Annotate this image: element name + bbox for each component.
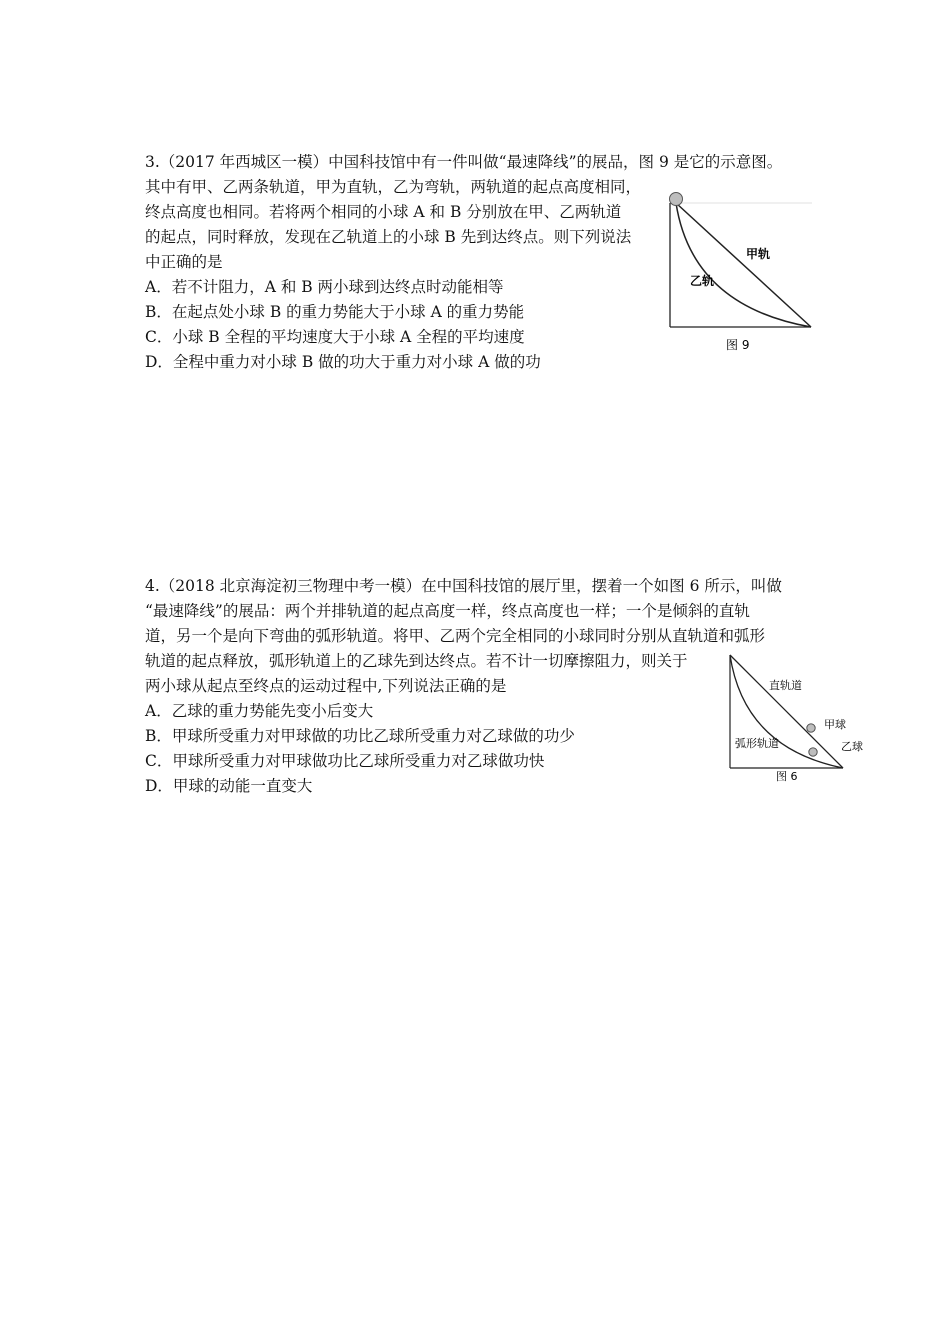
q4-ball-jia [807,724,815,732]
q3-ball [670,193,683,206]
q3-stem-line-1: 3.（2017 年西城区一模）中国科技馆中有一件叫做“最速降线”的展品，图 9 是它的示意图。 [145,153,783,171]
q4-stem-line-3: 道，另一个是向下弯曲的弧形轨道。将甲、乙两个完全相同的小球同时分别从直轨道和弧形 [145,627,766,645]
q3-stem-line-4: 的起点，同时释放，发现在乙轨道上的小球 B 先到达终点。则下列说法 [145,228,632,246]
q3-option-d: D．全程中重力对小球 B 做的功大于重力对小球 A 做的功 [145,353,541,371]
q4-ball-yi-label: 乙球 [841,740,863,753]
q4-straight-track [730,655,843,768]
q4-straight-track-label: 直轨道 [769,679,802,692]
q3-figure-9 [660,188,820,360]
q3-curved-track-label: 乙轨 [690,274,715,288]
q3-figure-caption: 图 9 [726,338,750,352]
q3-option-a: A．若不计阻力，A 和 B 两小球到达终点时动能相等 [145,278,504,296]
q4-option-b: B．甲球所受重力对甲球做的功比乙球所受重力对乙球做的功少 [145,727,575,745]
q3-stem-line-3: 终点高度也相同。若将两个相同的小球 A 和 B 分别放在甲、乙两轨道 [145,203,622,221]
q3-option-c: C．小球 B 全程的平均速度大于小球 A 全程的平均速度 [145,328,525,346]
q4-option-d: D．甲球的动能一直变大 [145,777,313,795]
q4-stem-line-2: “最速降线”的展品：两个并排轨道的起点高度一样，终点高度也一样；一个是倾斜的直轨 [145,602,750,620]
q4-ball-jia-label: 甲球 [824,718,846,731]
q3-straight-track [676,203,811,327]
q3-stem-line-2: 其中有甲、乙两条轨道，甲为直轨，乙为弯轨，两轨道的起点高度相同， [145,178,642,196]
q4-figure-6 [722,648,870,788]
q4-stem-line-4: 轨道的起点释放，弧形轨道上的乙球先到达终点。若不计一切摩擦阻力，则关于 [145,652,688,670]
q3-straight-track-label: 甲轨 [746,247,771,261]
q4-option-a: A．乙球的重力势能先变小后变大 [145,702,374,720]
q3-option-b: B．在起点处小球 B 的重力势能大于小球 A 的重力势能 [145,303,525,321]
q4-figure-caption: 图 6 [776,770,798,783]
q4-stem-line-1: 4.（2018 北京海淀初三物理中考一模）在中国科技馆的展厅里，摆着一个如图 6 所示，叫做 [145,577,782,595]
q4-ball-yi [809,748,817,756]
q3-stem-line-5: 中正确的是 [145,253,223,271]
q4-stem-line-5: 两小球从起点至终点的运动过程中,下列说法正确的是 [145,677,507,695]
q4-option-c: C．甲球所受重力对甲球做功比乙球所受重力对乙球做功快 [145,752,545,770]
q4-curved-track-label: 弧形轨道 [735,737,779,750]
